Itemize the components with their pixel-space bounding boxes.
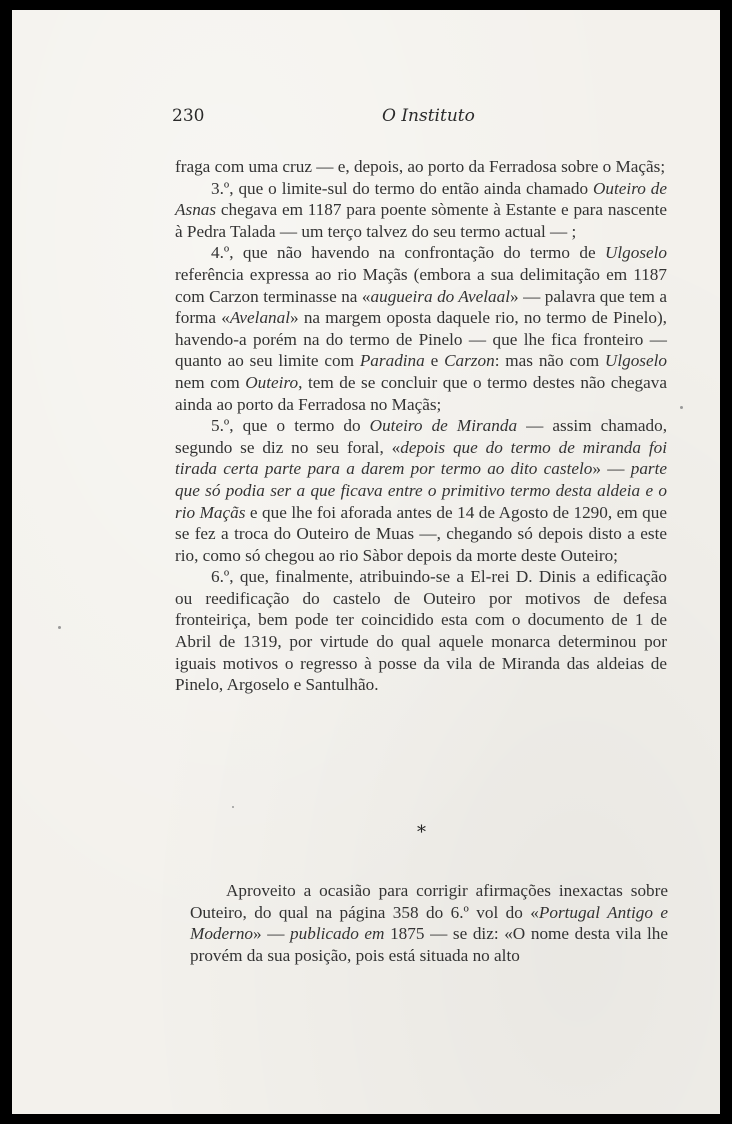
- paragraph: [175, 156, 667, 178]
- body-text-continued: [190, 880, 668, 966]
- text-run: 4.º, que não havendo na confrontação do termo de: [211, 243, 605, 263]
- italic-run: Avelanal: [229, 308, 290, 328]
- text-run: 3.º, que o limite-sul do termo do então ainda chamado: [211, 178, 594, 198]
- text-run: » na margem oposta daquele rio, no termo de Pinelo), havendo-a porém na do termo de Pinelo — que lhe fica fronteiro — quanto ao seu limite com: [175, 308, 667, 371]
- text-run: e que lhe foi aforada antes de 14 de Agosto de 1290, em que se fez a troca do Outeiro de Muas —, chegando só depois disto a este rio, como só chegou ao rio Sàbor depois da morte deste Outeiro;: [175, 502, 668, 565]
- italic-run: Outeiro de Miranda: [369, 416, 518, 436]
- body-text: [175, 156, 667, 696]
- book-page: [12, 10, 720, 1114]
- page-number: 230: [172, 106, 205, 126]
- section-separator: *: [417, 822, 426, 843]
- paragraph: [175, 178, 667, 243]
- italic-run: Portugal Antigo e Moderno: [190, 902, 669, 944]
- text-run: e: [424, 351, 445, 371]
- italic-run: Carzon: [444, 351, 495, 371]
- text-run: fraga com uma cruz — e, depois, ao porto da Ferradosa sobre o Maçãs;: [175, 157, 666, 176]
- text-run: : mas não com: [494, 351, 605, 371]
- page-header: [172, 106, 672, 130]
- italic-run: Ulgoselo: [604, 351, 667, 371]
- text-run: nem com: [175, 372, 246, 392]
- text-run: 1875 — se diz: «O nome desta vila lhe provém da sua posição, pois está situada no alto: [190, 924, 668, 965]
- paragraph: [175, 242, 667, 415]
- paragraph: [175, 415, 667, 566]
- paper-speck: [232, 806, 234, 808]
- paragraph: [175, 566, 667, 696]
- text-run: 5.º, que o termo do: [211, 416, 370, 436]
- text-run: chegava em 1187 para poente sòmente à Estante e para nascente à Pedra Talada — um terço talvez do seu termo actual — ;: [175, 200, 667, 241]
- italic-run: parte que só podia ser a que ficava entre o primitivo termo desta aldeia e o rio Maçãs: [175, 459, 668, 522]
- italic-run: Paradina: [359, 351, 425, 371]
- text-run: Aproveito a ocasião para corrigir afirmações inexactas sobre Outeiro, do qual na página 358 do 6.º vol do «: [190, 881, 668, 922]
- text-run: — assim chamado, segundo se diz no seu foral, «: [175, 416, 667, 457]
- italic-run: Outeiro de Asnas: [175, 178, 667, 220]
- italic-run: augueira do Avelaal: [370, 286, 510, 306]
- running-title: O Instituto: [382, 106, 475, 126]
- italic-run: depois que do termo de miranda foi tirada certa parte para a darem por termo ao dito castelo: [175, 437, 667, 479]
- italic-run: Ulgoselo: [604, 243, 667, 263]
- paper-speck: [680, 406, 683, 409]
- italic-run: publicado em: [290, 924, 385, 944]
- text-run: , tem de se concluir que o termo destes não chegava ainda ao porto da Ferradosa no Maçãs;: [175, 372, 667, 414]
- paper-speck: [58, 626, 61, 629]
- text-run: » — palavra que tem a forma «: [175, 286, 668, 328]
- paragraph: [190, 880, 668, 966]
- text-run: referência expressa ao rio Maçãs (embora a sua delimitação em 1187 com Carzon terminasse na «: [175, 264, 667, 306]
- italic-run: Outeiro: [245, 372, 299, 392]
- text-run: 6.º, que, finalmente, atribuindo-se a El-rei D. Dinis a edificação ou reedificação do castelo de Outeiro por motivos de defesa fronteiriça, bem pode ter coincidido esta com o documento de 1 de Abril de 1319, por virtude do qual aquele monarca determinou por iguais motivos o regresso à posse da vila de Miranda das aldeias de Pinelo, Argoselo e Santulhão.: [175, 567, 667, 695]
- text-run: » —: [253, 924, 291, 944]
- text-run: » —: [592, 459, 631, 479]
